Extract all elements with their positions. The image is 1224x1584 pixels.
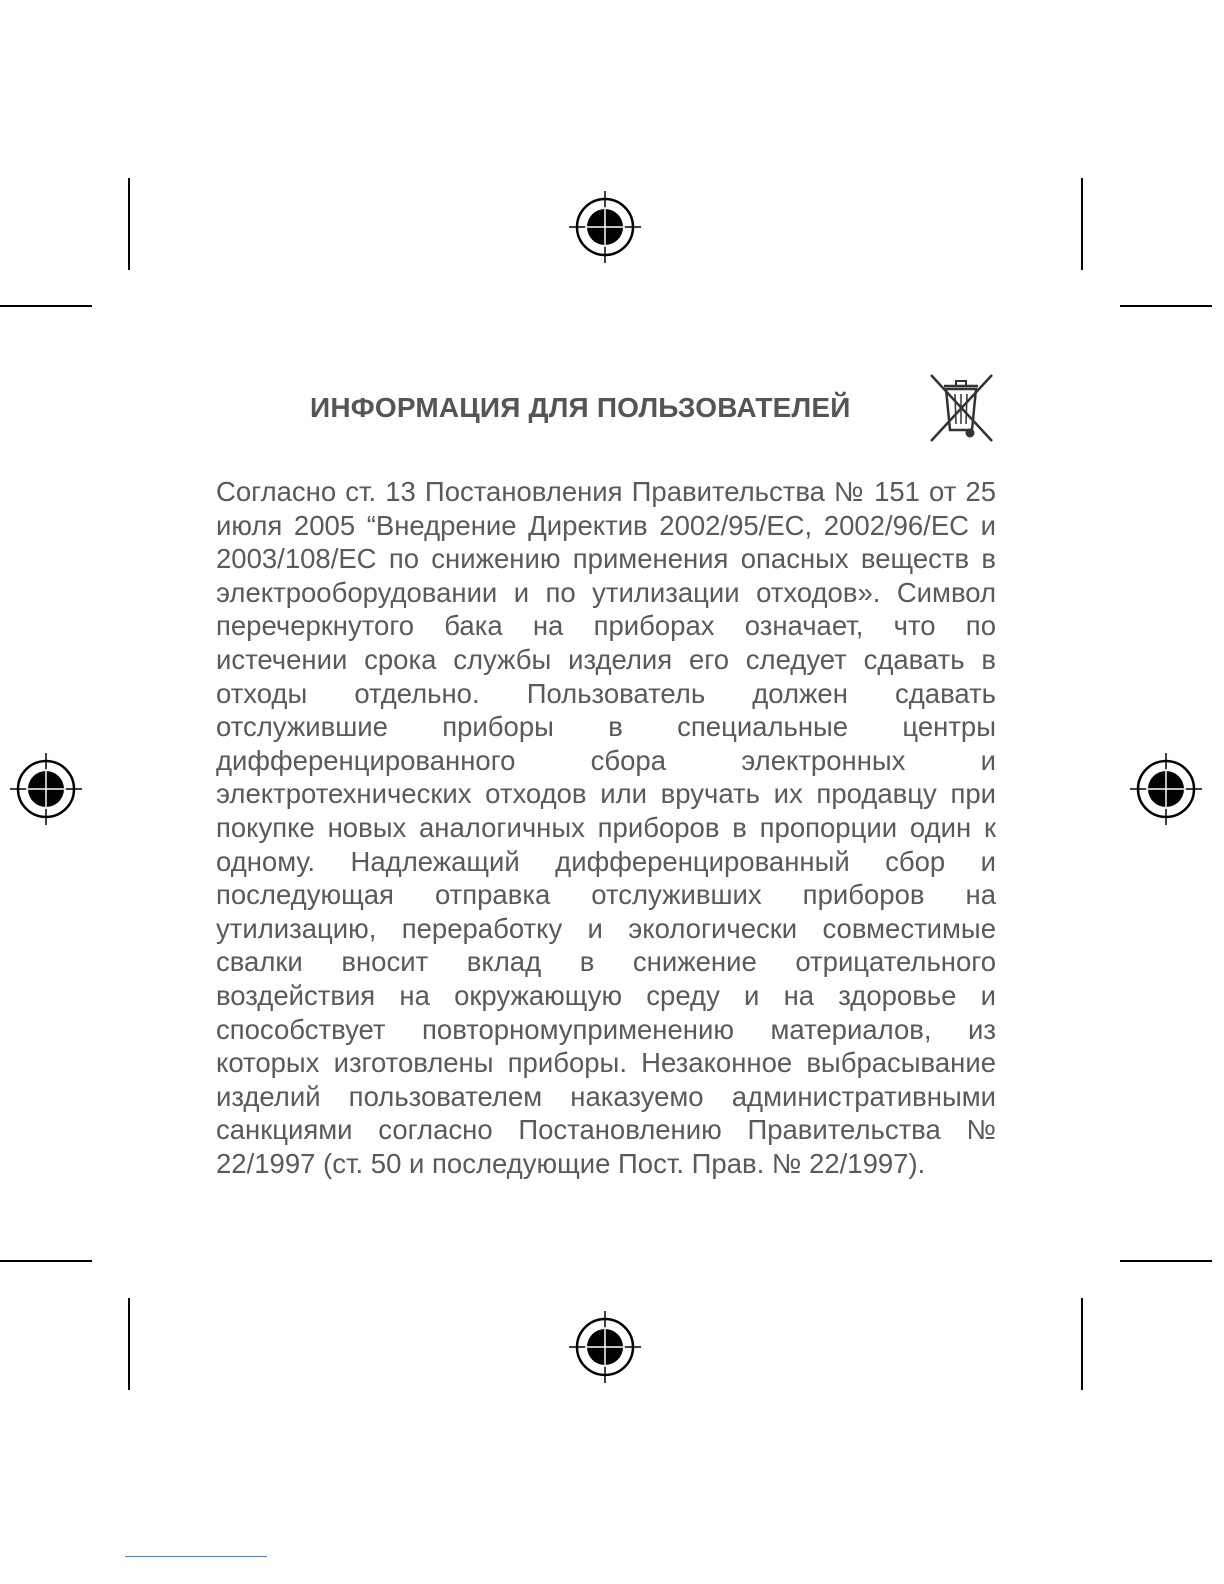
crossed-out-wheelie-bin-icon <box>928 372 996 444</box>
registration-mark-icon <box>1128 751 1204 827</box>
crop-mark-bottom-right-horizontal <box>1120 1260 1212 1262</box>
crop-mark-bottom-left-vertical <box>128 1298 130 1390</box>
crop-mark-bottom-right-vertical <box>1081 1298 1083 1390</box>
registration-mark-icon <box>567 1309 643 1385</box>
crop-mark-top-right-vertical <box>1081 178 1083 270</box>
crop-mark-bottom-left-horizontal <box>0 1260 92 1262</box>
crop-mark-top-right-horizontal <box>1120 305 1212 307</box>
crop-mark-top-left-horizontal <box>0 305 92 307</box>
footer-rule <box>125 1556 267 1557</box>
page-title: ИНФОРМАЦИЯ ДЛЯ ПОЛЬЗОВАТЕЛЕЙ <box>310 392 851 423</box>
registration-mark-icon <box>8 751 84 827</box>
registration-mark-icon <box>567 189 643 265</box>
crop-mark-top-left-vertical <box>128 178 130 270</box>
body-paragraph: Согласно ст. 13 Постановления Правительства № 151 от 25 июля 2005 “Внедрение Директив 2002/95/EC, 2002/96/EC и 2003/108/EC по снижению применения опасных веществ в электрооборудовании и по утилизации отходов». Символ перечеркнутого бака на приборах означает, что по истечении срока службы изделия его следует сдавать в отходы отдельно. Пользователь должен сдавать отслужившие приборы в специальные центры дифференцированного сбора электронных и электротехнических отходов или вручать их продавцу при покупке новых аналогичных приборов в пропорции один к одному. Надлежащий дифференцированный сбор и последующая отправка отслуживших приборов на утилизацию, переработку и экологически совместимые свалки вносит вклад в снижение отрицательного воздействия на окружающую среду и на здоровье и способствует повторномуприменению материалов, из которых изготовлены приборы. Незаконное выбрасывание изделий пользователем наказуемо административными санкциями согласно Постановлению Правительства № 22/1997 (ст. 50 и последующие Пост. Прав. № 22/1997). <box>216 476 996 1179</box>
